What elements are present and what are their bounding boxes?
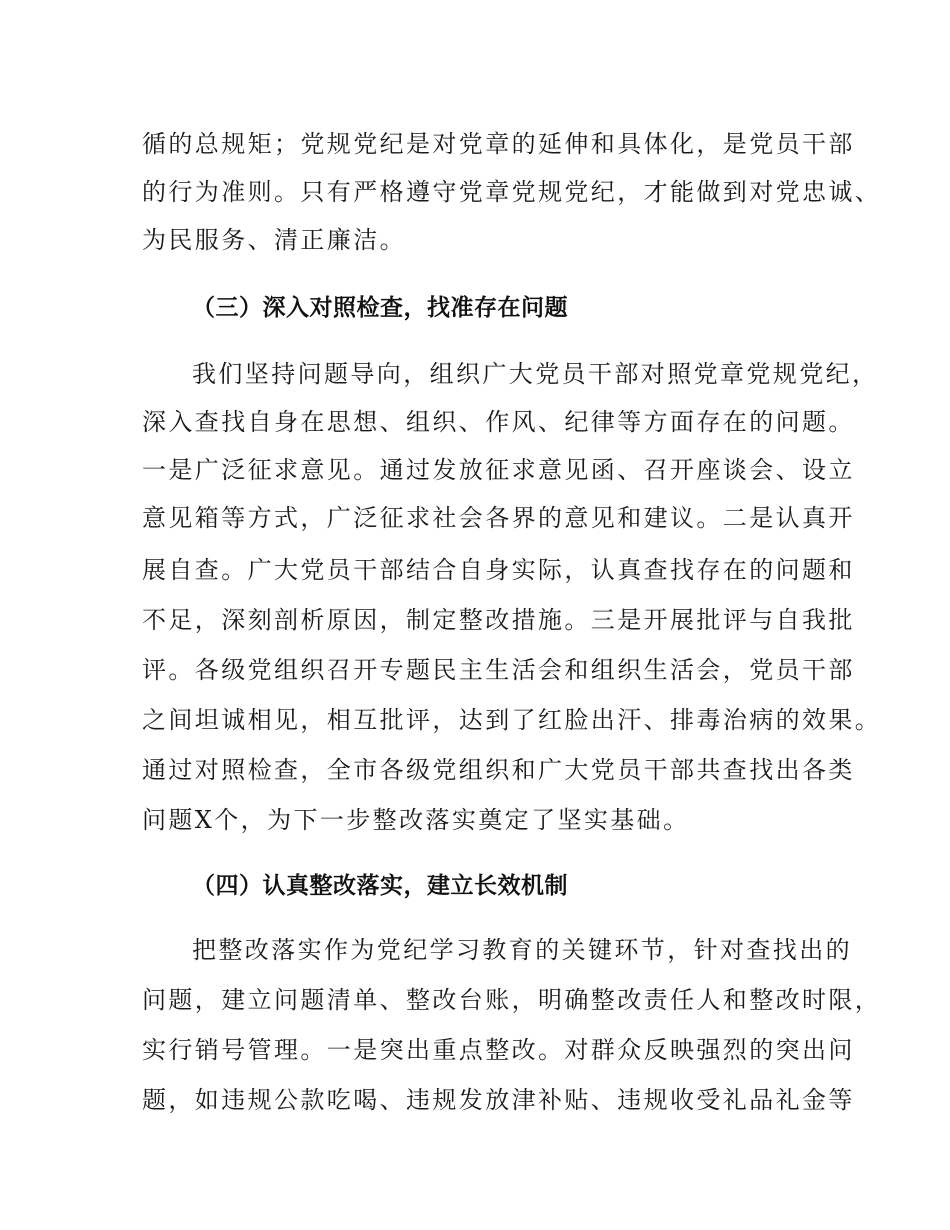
paragraph-line: 把整改落实作为党纪学习教育的关键环节，针对查找出的 (192, 936, 852, 964)
paragraph-line: 问题X个，为下一步整改落实奠定了坚实基础。 (142, 806, 690, 834)
paragraph-line: 展自查。广大党员干部结合自身实际，认真查找存在的问题和 (142, 556, 855, 584)
paragraph-line: 通过对照检查，全市各级党组织和广大党员干部共查找出各类 (142, 756, 855, 784)
paragraph-line: 意见箱等方式，广泛征求社会各界的意见和建议。二是认真开 (142, 504, 855, 532)
section-heading-4: （四）认真整改落实，建立长效机制 (192, 873, 568, 899)
paragraph-line: 深入查找自身在思想、组织、作风、纪律等方面存在的问题。 (142, 408, 855, 436)
paragraph-line: 题，如违规公款吃喝、违规发放津补贴、违规收受礼品礼金等 (142, 1086, 855, 1114)
paragraph-line: 实行销号管理。一是突出重点整改。对群众反映强烈的突出问 (142, 1036, 855, 1064)
paragraph-line: 不足，深刻剖析原因，制定整改措施。三是开展批评与自我批 (142, 606, 855, 634)
paragraph-line: 评。各级党组织召开专题民主生活会和组织生活会，党员干部 (142, 656, 855, 684)
paragraph-line: 循的总规矩；党规党纪是对党章的延伸和具体化，是党员干部 (142, 130, 855, 158)
paragraph-line: 一是广泛征求意见。通过发放征求意见函、召开座谈会、设立 (142, 456, 855, 484)
section-heading-3: （三）深入对照检查，找准存在问题 (192, 295, 568, 321)
paragraph-line: 为民服务、清正廉洁。 (142, 226, 406, 254)
paragraph-line: 问题，建立问题清单、整改台账，明确整改责任人和整改时限， (142, 986, 882, 1014)
paragraph-line: 我们坚持问题导向，组织广大党员干部对照党章党规党纪， (192, 360, 879, 388)
paragraph-line: 的行为准则。只有严格遵守党章党规党纪，才能做到对党忠诚、 (142, 178, 882, 206)
paragraph-line: 之间坦诚相见，相互批评，达到了红脸出汗、排毒治病的效果。 (142, 706, 882, 734)
